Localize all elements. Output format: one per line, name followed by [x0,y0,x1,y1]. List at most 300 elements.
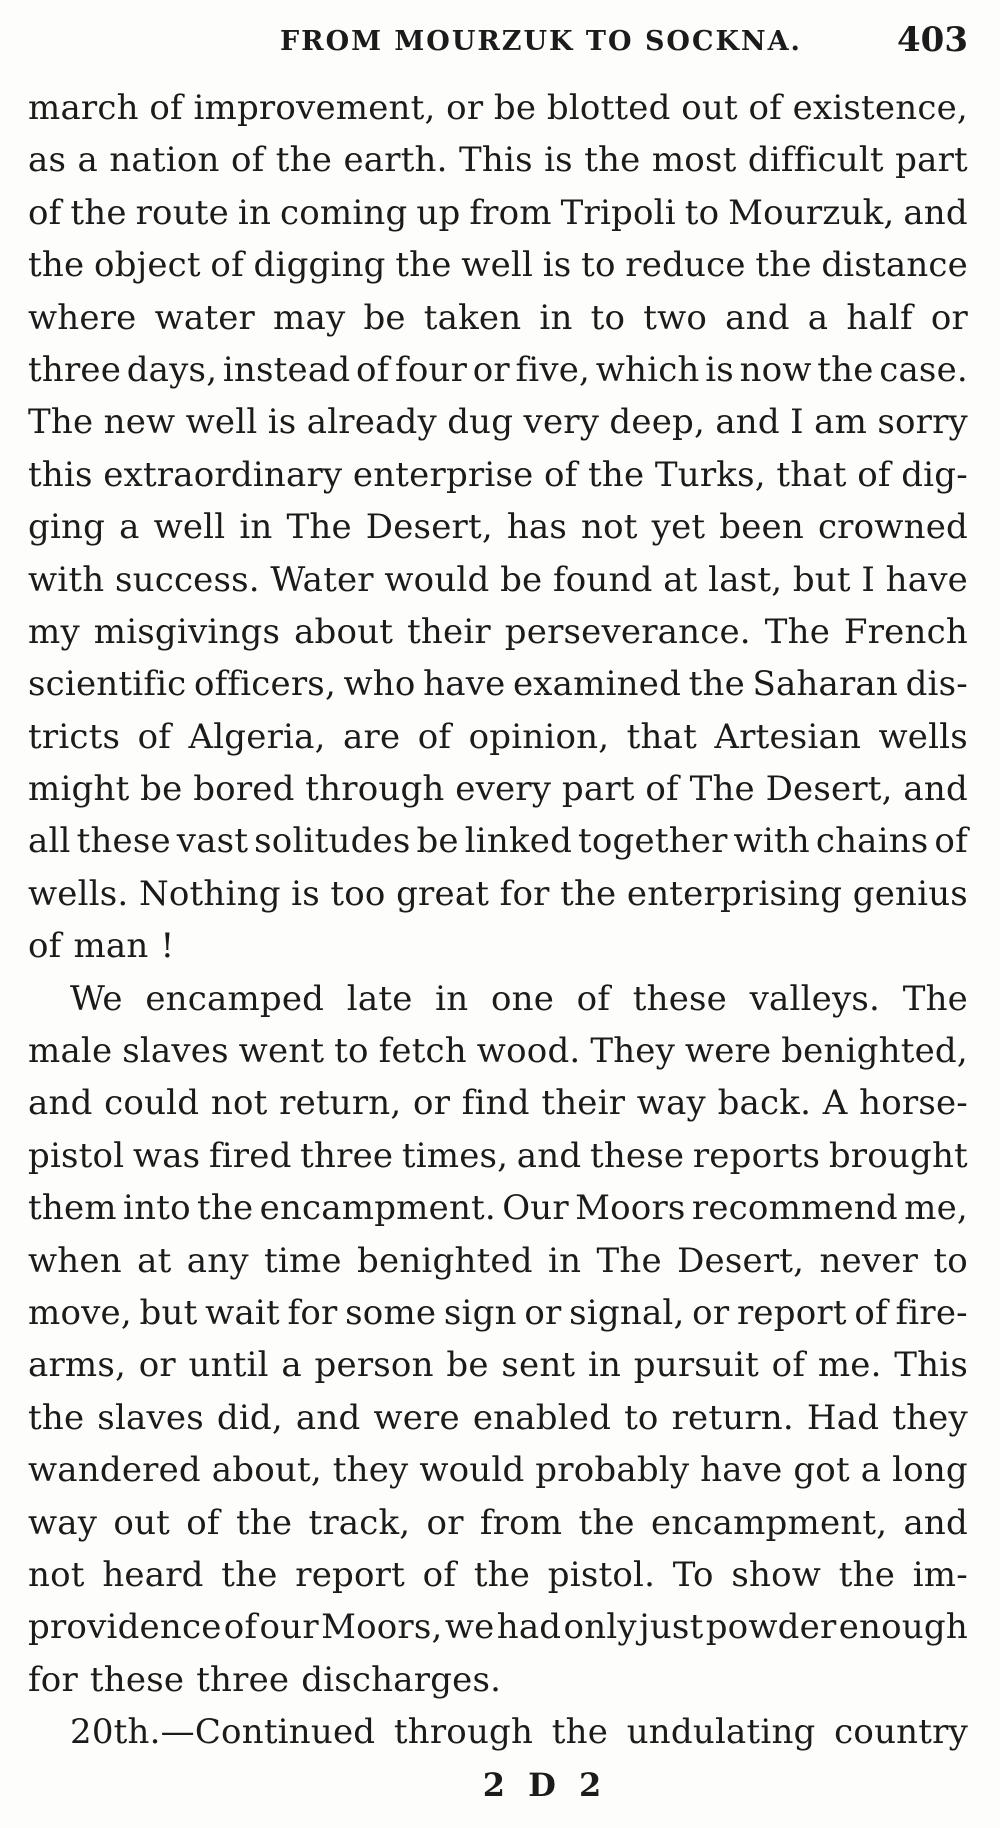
word: and [295,1397,361,1438]
word: person [314,1345,434,1386]
word: of [857,454,891,495]
word: with [733,821,810,862]
word: misgivings [93,611,281,652]
text-line [28,1601,968,1653]
word: dig- [901,454,968,495]
word: of [543,454,578,495]
word: in [237,192,272,233]
text-line [28,815,968,867]
word: only [563,1607,637,1648]
word: return, [279,1083,402,1124]
word: fire- [895,1292,968,1333]
word: we [444,1607,495,1648]
word: the [688,664,745,705]
word: in [435,978,469,1019]
word: these [76,821,171,862]
text-line [28,1444,968,1496]
word: a [77,140,98,181]
word: the [28,245,85,286]
text-line [28,1182,968,1234]
word: too [330,873,386,914]
text-line [28,1339,968,1391]
word: wandered [28,1450,201,1491]
word: the [395,245,452,286]
word: last, [708,559,783,600]
word: be [363,297,406,338]
word: linked [464,821,573,862]
word: they [892,1397,968,1438]
word: be [493,88,537,128]
word: not [28,1554,85,1595]
word: enough [838,1607,968,1648]
word: tricts [28,716,121,757]
text-line [28,449,968,501]
word: late [346,978,413,1019]
word: sign [443,1292,517,1333]
word: was [132,1135,201,1176]
word: the [838,1554,896,1595]
word: may [273,297,346,338]
word: track, [308,1502,411,1543]
word: together [578,821,728,862]
text-line-paragraph-start [28,973,968,1025]
word: five, [515,349,591,390]
word: A [822,1083,848,1124]
word: could [104,1083,200,1124]
word: of [576,978,611,1019]
word: sorry [877,402,968,443]
word: pursuit [633,1345,759,1386]
word: great [396,873,490,914]
text-line [28,82,968,134]
word: as [28,140,67,181]
word: in [539,297,573,338]
word: a [860,1450,882,1491]
word: to [684,192,720,233]
word: their [541,1083,626,1124]
running-title: FROM MOURZUK TO SOCKNA. [280,26,802,57]
text-line [28,292,968,344]
word: about, [211,1450,322,1491]
word: times, [401,1135,509,1176]
word: well [461,245,534,286]
word: of [210,245,244,286]
word: The [596,1240,662,1281]
word: case. [879,349,968,390]
text-line [28,868,968,920]
word: not [210,1083,268,1124]
word: about [294,611,394,652]
word: existence, [792,88,968,128]
word: or [446,88,484,128]
word: found [552,559,653,600]
word: Desert, [765,769,893,810]
word: who [343,664,416,705]
word: move, [28,1292,132,1333]
word: would [419,1450,525,1491]
word: or [524,1292,562,1333]
word: that [626,716,697,757]
word: have [700,1450,783,1491]
word: dug [447,402,514,443]
word: way [636,1083,706,1124]
word: French [843,611,968,652]
word: got [793,1450,850,1491]
word: horse- [859,1083,968,1124]
text-line [28,1130,968,1182]
word: had [496,1607,562,1648]
word: show [731,1554,822,1595]
word: ! [160,926,175,967]
word: The [28,402,94,443]
text-line [28,501,968,553]
word: Algeria, [188,716,326,757]
word: the [551,1712,609,1753]
word: the [221,1554,278,1595]
word: well [185,402,258,443]
word: of [355,349,390,390]
word: Had [806,1397,880,1438]
word: them [28,1188,117,1229]
word: with [28,559,105,600]
word: me. [817,1345,882,1386]
word: a [119,507,140,548]
word: heard [102,1554,204,1595]
word: three [28,349,122,390]
text-line [28,1497,968,1549]
text-line [28,554,968,606]
word: is [705,349,734,390]
word: out [113,1502,171,1543]
word: examined [512,664,682,705]
word: wells. [28,873,129,914]
word: a [807,297,829,338]
word: to [334,1031,369,1072]
word: to [590,297,626,338]
word: genius [852,873,968,914]
word: of [854,1292,888,1333]
word: the [275,140,333,181]
word: the [755,245,812,286]
word: of [28,192,62,233]
body-text [28,82,968,1759]
word: The [764,611,831,652]
word: for [28,1659,78,1700]
word: until [188,1345,269,1386]
word: scientific [28,664,187,705]
word: enterprise [352,454,534,495]
word: or [138,1345,176,1386]
word: two [643,297,708,338]
word: went [238,1031,325,1072]
text-line [28,1235,968,1287]
word: bored [193,769,295,810]
word: but [139,1292,198,1333]
word: route [135,192,229,233]
word: three [196,1659,290,1700]
word: and [725,297,790,338]
word: dis- [905,664,968,705]
word: success. [114,559,260,600]
word: blotted [546,88,671,128]
running-head [0,18,1000,62]
word: never [819,1240,919,1281]
word: This [459,140,533,181]
word: be [140,769,183,810]
word: when [28,1240,122,1281]
word: fired [208,1135,292,1176]
word: and [516,1135,582,1176]
word: country [834,1712,968,1753]
word: part [561,769,635,810]
word: be [500,559,543,600]
signature-mark: 2 D 2 [482,1766,608,1804]
word: all [28,821,71,862]
text-line [28,1077,968,1129]
word: fetch [378,1031,467,1072]
word: enterprising [626,873,843,914]
word: has [506,507,568,548]
word: into [123,1188,191,1229]
word: crowned [817,507,968,548]
word: their [407,611,491,652]
word: in [587,1345,622,1386]
word: and [903,769,968,810]
word: slaves [122,1031,229,1072]
word: the [584,140,641,181]
word: undulating [626,1712,816,1753]
word: did, [216,1397,283,1438]
word: half [846,297,913,338]
word: instead [222,349,351,390]
word: yet [651,507,706,548]
text-line [28,658,968,710]
word: new [103,402,176,443]
word: Desert, [365,507,493,548]
word: but [792,559,851,600]
word: the [28,1397,85,1438]
text-line [28,711,968,763]
word: im- [912,1554,968,1595]
word: the [235,1502,293,1543]
word: 20th.—Continued [70,1712,376,1753]
word: probably [535,1450,690,1491]
word: is [544,140,573,181]
word: Saharan [752,664,899,705]
word: might [28,769,130,810]
text-line [28,187,968,239]
text-line [28,1392,968,1444]
word: man [73,926,149,967]
word: benighted, [781,1031,968,1072]
word: and [28,1083,93,1124]
word: the [197,1188,254,1229]
word: would [384,559,490,600]
word: of [645,769,679,810]
word: providence [28,1607,222,1648]
word: days, [126,349,218,390]
word: or [692,1292,730,1333]
word: of [934,821,968,862]
word: encampment, [650,1502,888,1543]
word: officers, [193,664,336,705]
word: these [589,1135,685,1176]
word: been [719,507,804,548]
word: were [373,1397,460,1438]
word: are [343,716,401,757]
word: of [230,140,265,181]
word: of [771,1345,806,1386]
word: of [748,88,782,128]
word: of [223,1607,258,1648]
word: these [89,1659,185,1700]
word: We [70,978,123,1019]
word: to [624,1397,659,1438]
word: perseverance. [504,611,751,652]
word: the [560,873,617,914]
word: Moors, [321,1607,443,1648]
word: distance [821,245,968,286]
word: extraordinary [103,454,343,495]
word: for [499,873,550,914]
text-line [28,606,968,658]
word: were [684,1031,772,1072]
word: be [446,1345,489,1386]
word: digging [253,245,386,286]
word: I [790,402,804,443]
word: reports [692,1135,821,1176]
word: discharges. [301,1659,502,1700]
word: is [542,245,572,286]
word: at [137,1240,172,1281]
word: pistol [28,1135,125,1176]
word: any [186,1240,249,1281]
word: wait [205,1292,280,1333]
word: or [472,349,510,390]
word: the [588,454,645,495]
word: just [639,1607,704,1648]
word: where [28,297,137,338]
word: up [416,192,461,233]
word: through [305,769,445,810]
word: chains [815,821,929,862]
word: deep, [609,402,706,443]
word: time [264,1240,342,1281]
word: recommend [691,1188,898,1229]
text-line [28,1549,968,1601]
word: the [578,1502,635,1543]
word: report [295,1554,405,1595]
word: powder [705,1607,837,1648]
word: and [903,192,968,233]
word: through [393,1712,534,1753]
word: coming [279,192,408,233]
word: a [281,1345,302,1386]
word: male [28,1031,113,1072]
word: some [345,1292,437,1333]
word: earth. [343,140,448,181]
word: Desert, [677,1240,805,1281]
word: Turks, [654,454,766,495]
word: they [332,1450,409,1491]
word: encampment. [259,1188,496,1229]
word: brought [828,1135,968,1176]
text-line [28,396,968,448]
word: these [632,978,728,1019]
word: taken [423,297,522,338]
text-line [28,763,968,815]
word: arms, [28,1345,127,1386]
word: the [817,349,874,390]
word: in [548,1240,582,1281]
word: return. [671,1397,794,1438]
text-line [28,344,968,396]
word: is [267,402,297,443]
word: of [186,1502,220,1543]
word: ging [28,507,106,548]
text-line [28,134,968,186]
word: encamped [145,978,325,1019]
word: report [736,1292,847,1333]
word: They [590,1031,676,1072]
word: Water [270,559,374,600]
word: the [473,1554,531,1595]
word: and [903,1502,968,1543]
word: four [395,349,468,390]
word: nation [109,140,220,181]
text-line-paragraph-end [28,1654,968,1706]
word: three [300,1135,394,1176]
word: The [286,507,352,548]
word: I [861,559,876,600]
word: Mourzuk, [728,192,895,233]
word: pistol. [547,1554,656,1595]
word: To [672,1554,714,1595]
word: and [715,402,780,443]
word: not [581,507,638,548]
word: from [469,192,552,233]
word: reduce [625,245,746,286]
word: solitudes [254,821,411,862]
word: Artesian [714,716,862,757]
word: my [28,611,80,652]
word: have [423,664,506,705]
word: now [739,349,812,390]
word: This [894,1345,968,1386]
word: one [490,978,555,1019]
word: out [681,88,738,128]
word: find [461,1083,530,1124]
word: difficult [747,140,884,181]
word: very [523,402,600,443]
word: be [416,821,459,862]
word: of [28,926,62,967]
word: The [689,769,755,810]
word: this [28,454,93,495]
word: from [479,1502,563,1543]
word: sent [501,1345,576,1386]
word: Nothing [138,873,281,914]
word: enabled [472,1397,612,1438]
word: well [153,507,226,548]
word: part [895,140,968,181]
word: or [413,1083,451,1124]
word: The [902,978,968,1019]
word: am [814,402,868,443]
word: way [28,1502,98,1543]
word: vast [176,821,249,862]
word: which [595,349,700,390]
